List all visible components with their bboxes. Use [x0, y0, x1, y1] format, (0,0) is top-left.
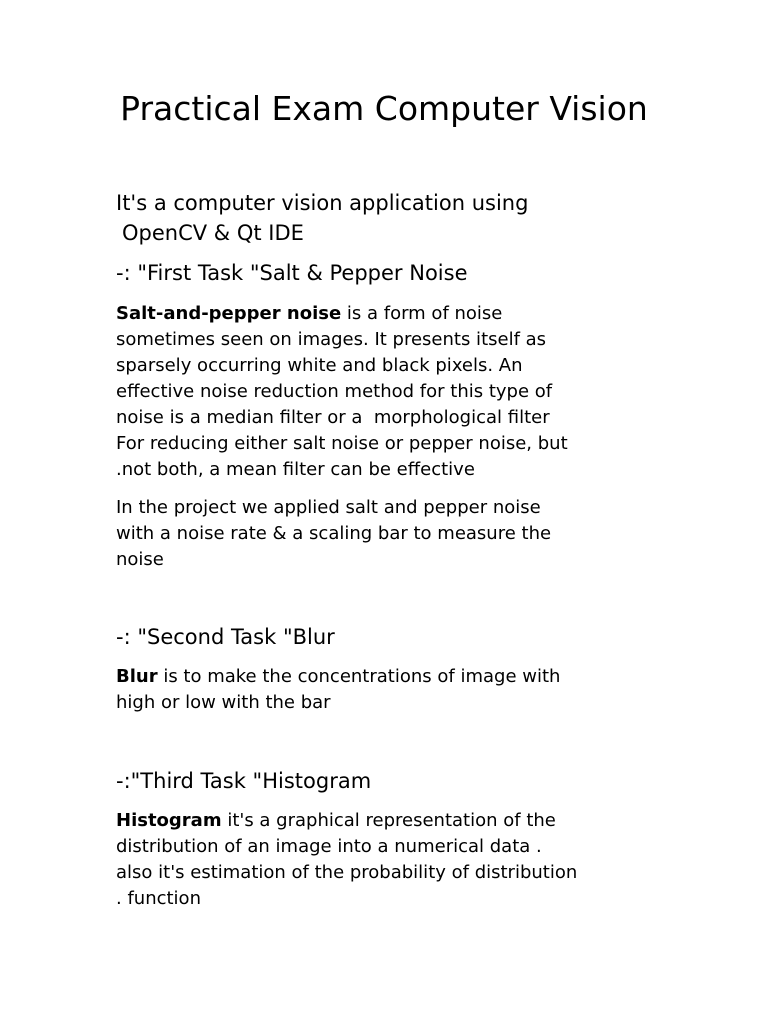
- paragraph-line: noise is a median filter or a morphological filter: [116, 407, 550, 428]
- paragraph-line: . function: [116, 888, 201, 909]
- paragraph-line: noise: [116, 549, 164, 570]
- paragraph-line: distribution of an image into a numerical data .: [116, 836, 542, 857]
- second-task-heading: -: "Second Task "Blur: [116, 625, 335, 649]
- paragraph-line: For reducing either salt noise or pepper noise, but: [116, 433, 568, 454]
- paragraph-line: .not both, a mean filter can be effective: [116, 459, 475, 480]
- blur-paragraph: [116, 664, 676, 716]
- paragraph-text: it's a graphical representation of the: [221, 810, 556, 831]
- first-task-heading: -: "First Task "Salt & Pepper Noise: [116, 261, 468, 285]
- paragraph-line: high or low with the bar: [116, 692, 331, 713]
- blur-term: Blur: [116, 666, 158, 687]
- paragraph-line: sometimes seen on images. It presents itself as: [116, 329, 547, 350]
- paragraph-text: is a form of noise: [341, 303, 503, 324]
- intro-line: OpenCV & Qt IDE: [122, 221, 304, 245]
- salt-pepper-paragraph: [116, 301, 676, 483]
- paragraph-line: sparsely occurring white and black pixels. An: [116, 355, 523, 376]
- third-task-heading: -:"Third Task "Histogram: [116, 769, 372, 793]
- project-noise-paragraph: [116, 495, 676, 573]
- intro-paragraph: [116, 188, 676, 248]
- paragraph-line: In the project we applied salt and pepper noise: [116, 497, 541, 518]
- intro-line: It's a computer vision application using: [116, 191, 529, 215]
- paragraph-line: with a noise rate & a scaling bar to measure the: [116, 523, 552, 544]
- paragraph-line: effective noise reduction method for this type of: [116, 381, 553, 402]
- document-title: Practical Exam Computer Vision: [120, 89, 648, 128]
- salt-pepper-term: Salt-and-pepper noise: [116, 303, 342, 324]
- histogram-term: Histogram: [116, 810, 222, 831]
- paragraph-line: also it's estimation of the probability of distribution: [116, 862, 578, 883]
- paragraph-line: [116, 808, 676, 834]
- histogram-paragraph: [116, 808, 676, 912]
- paragraph-line: [116, 664, 676, 690]
- paragraph-text: is to make the concentrations of image with: [157, 666, 561, 687]
- paragraph-line: [116, 301, 676, 327]
